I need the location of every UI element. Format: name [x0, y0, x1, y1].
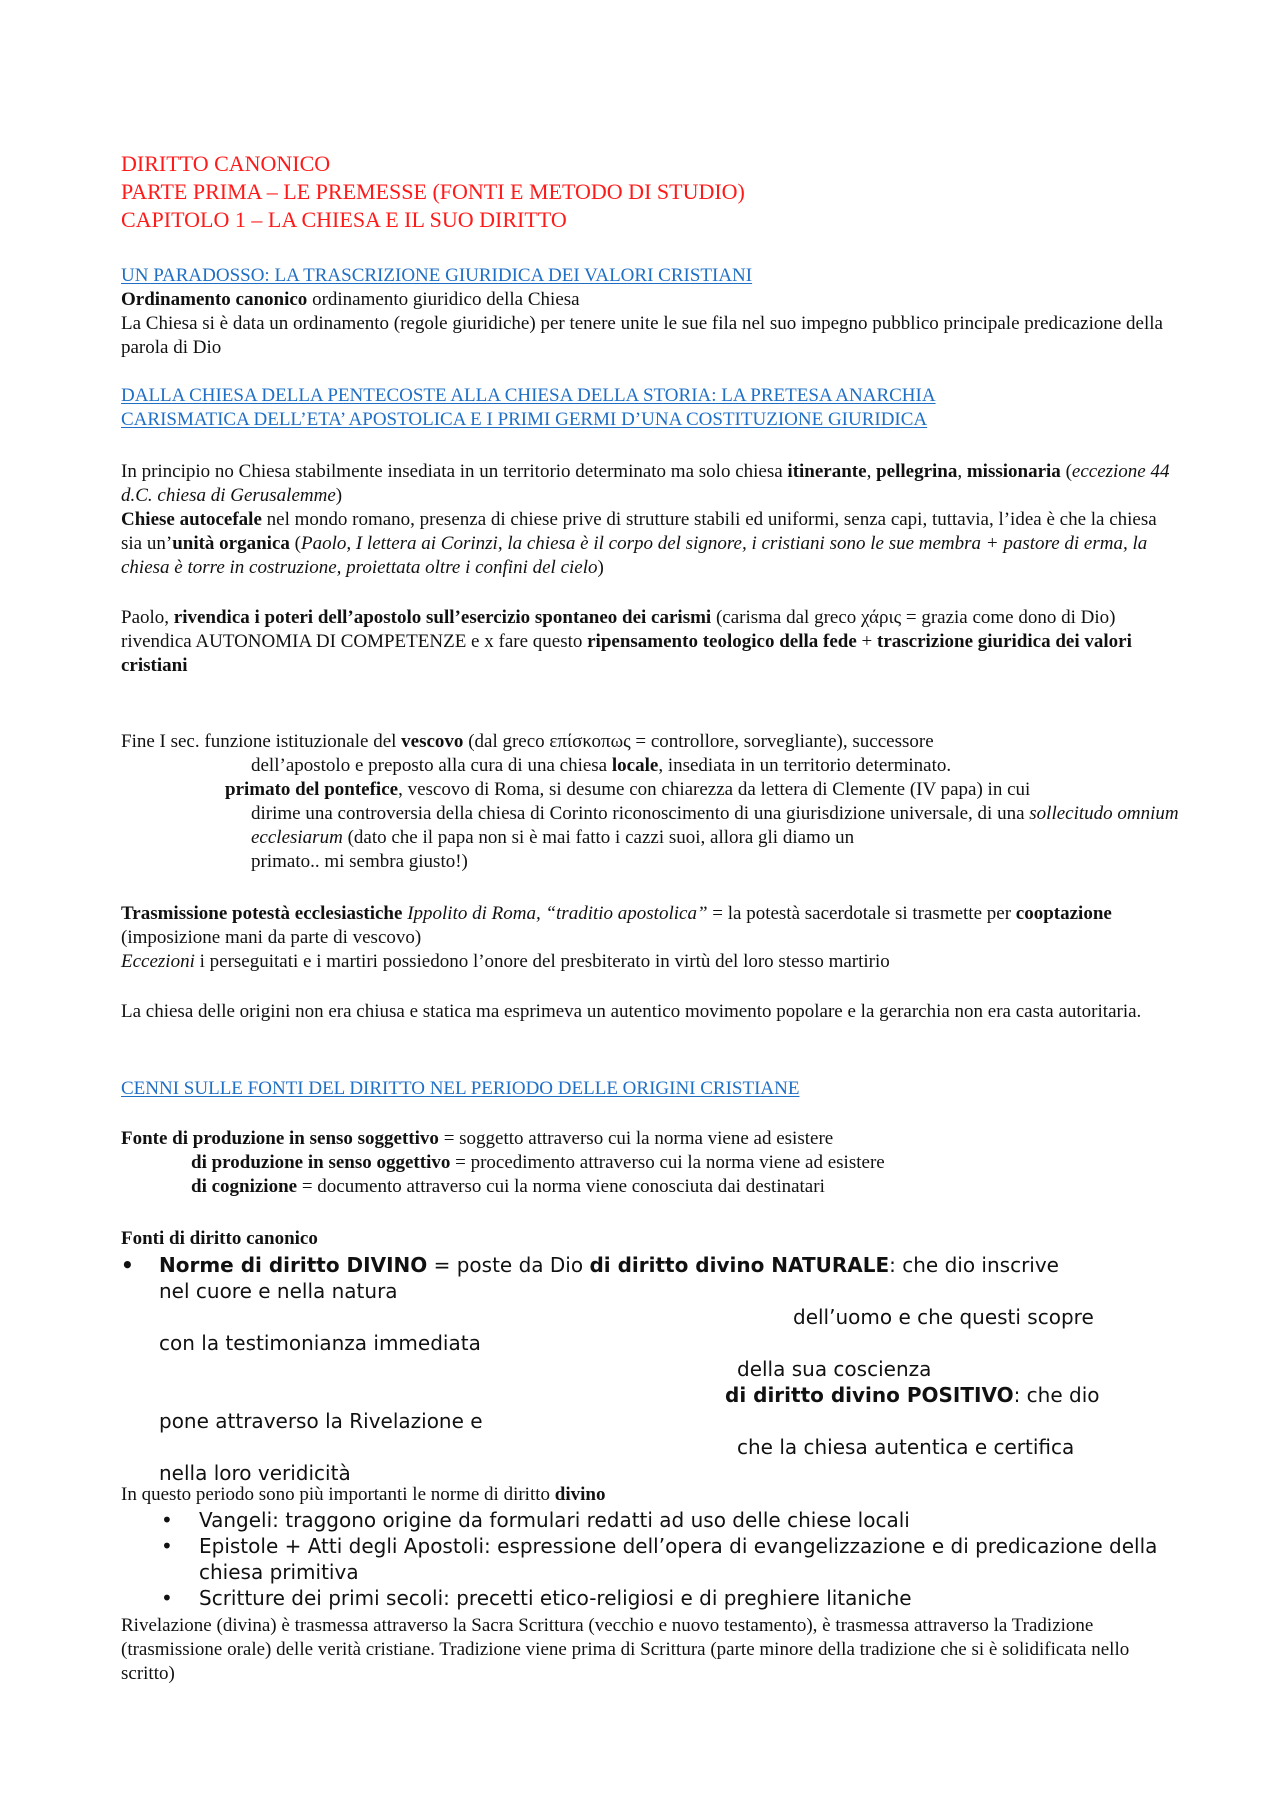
list-item: • Norme di diritto DIVINO = poste da Dio di diritto divino NATURALE: che dio inscrive: [121, 1253, 1059, 1277]
bullet-icon: •: [161, 1534, 173, 1558]
list-line: nel cuore e nella natura: [159, 1279, 398, 1303]
paragraph-fine-sec: Fine I sec. funzione istituzionale del vescovo (dal greco επίσκοπως = controllore, sorvegliante), successore: [121, 731, 934, 752]
sub-bullet-list: [121, 1507, 1201, 1611]
paragraph-origini: La chiesa delle origini non era chiusa e statica ma esprimeva un autentico movimento popolare e la gerarchia non era casta autoritaria.: [121, 1001, 1142, 1022]
paragraph-autonomia: rivendica AUTONOMIA DI COMPETENZE e x fare questo ripensamento teologico della fede + trascrizione giuridica dei valori cristiani: [121, 631, 1132, 676]
section-pentecoste-body: [121, 460, 1181, 580]
list-item: • Vangeli: traggono origine da formulari redatti ad uso delle chiese locali: [161, 1508, 910, 1532]
paragraph: La Chiesa si è data un ordinamento (regole giuridiche) per tenere unite le sue fila nel suo impegno pubblico principale predicazione della parola di Dio: [121, 313, 1163, 358]
section-fonti-heading: [121, 1077, 1181, 1101]
section-heading-line: DALLA CHIESA DELLA PENTECOSTE ALLA CHIESA DELLA STORIA: LA PRETESA ANARCHIA: [121, 385, 936, 406]
paragraph: Ordinamento canonico ordinamento giuridico della Chiesa: [121, 289, 580, 310]
paragraph: In questo periodo sono più importanti le norme di diritto divino: [121, 1484, 606, 1505]
fonte-oggettivo: di produzione in senso oggettivo = procedimento attraverso cui la norma viene ad esistere: [191, 1152, 885, 1173]
list-line: nella loro veridicità: [159, 1461, 351, 1485]
section-heading: UN PARADOSSO: LA TRASCRIZIONE GIURIDICA DEI VALORI CRISTIANI: [121, 265, 753, 286]
bullet-icon: •: [161, 1586, 173, 1610]
paragraph-primato: primato del pontefice, vescovo di Roma, si desume con chiarezza da lettera di Clemente (IV papa) in cui: [225, 779, 1031, 800]
section-rivelazione: [121, 1614, 1181, 1686]
list-line: della sua coscienza: [737, 1357, 932, 1381]
section-vescovo: [121, 730, 1181, 874]
doc-title: DIRITTO CANONICO: [121, 151, 331, 176]
paragraph-primato-cont: dirime una controversia della chiesa di Corinto riconoscimento di una giurisdizione universale, di una sollecitudo omnium ecclesiarum (dato che il papa non si è mai fatto i cazzi suoi, allora gli diamo un: [251, 803, 1179, 848]
list-item: • Epistole + Atti degli Apostoli: espressione dell’opera di evangelizzazione e di predicazione della chiesa primitiva: [161, 1534, 1158, 1584]
paragraph-rivelazione: Rivelazione (divina) è trasmessa attraverso la Sacra Scrittura (vecchio e nuovo testamento), è trasmessa attraverso la Tradizione (trasmissione orale) delle verità cristiane. Tradizione viene prima di Scrittura (parte minore della tradizione che si è solidificata nello scritto): [121, 1615, 1130, 1684]
bullet-norme-divino: [121, 1252, 1221, 1486]
document-header: [121, 150, 1181, 234]
list-line: dell’uomo e che questi scopre: [793, 1305, 1094, 1329]
section-origini: [121, 1000, 1181, 1024]
fonti-title-block: [121, 1227, 1181, 1251]
section-heading: CENNI SULLE FONTI DEL DIRITTO NEL PERIODO DELLE ORIGINI CRISTIANE: [121, 1078, 800, 1099]
paragraph-eccezioni: Eccezioni i perseguitati e i martiri possiedono l’onore del presbiterato in virtù del loro stesso martirio: [121, 951, 890, 972]
section-paradosso: [121, 264, 1181, 360]
section-pentecoste-heading: [121, 384, 1181, 432]
fonti-title: Fonti di diritto canonico: [121, 1228, 318, 1249]
part-title: PARTE PRIMA – LE PREMESSE (FONTI E METODO DI STUDIO): [121, 179, 745, 204]
list-line: pone attraverso la Rivelazione e: [159, 1409, 483, 1433]
paragraph-trasmissione: Trasmissione potestà ecclesiastiche Ippolito di Roma, “traditio apostolica” = la potestà sacerdotale si trasmette per cooptazione (imposizione mani da parte di vescovo): [121, 903, 1112, 948]
bullet-icon: •: [121, 1253, 134, 1277]
paragraph-primato-end: primato.. mi sembra giusto!): [251, 851, 468, 872]
fonte-soggettivo: Fonte di produzione in senso soggettivo = soggetto attraverso cui la norma viene ad esistere: [121, 1128, 834, 1149]
section-heading-line: CARISMATICA DELL’ETA’ APOSTOLICA E I PRIMI GERMI D’UNA COSTITUZIONE GIURIDICA: [121, 409, 928, 430]
list-line: di diritto divino POSITIVO: che dio: [725, 1383, 1100, 1407]
paragraph-paolo: Paolo, rivendica i poteri dell’apostolo sull’esercizio spontaneo dei carismi (carisma dal greco χάρις = grazia come dono di Dio): [121, 607, 1116, 628]
list-item: • Scritture dei primi secoli: precetti etico-religiosi e di preghiere litaniche: [161, 1586, 912, 1610]
section-trasmissione: [121, 902, 1181, 974]
period-note: [121, 1483, 1181, 1507]
fonte-cognizione: di cognizione = documento attraverso cui la norma viene conosciuta dai destinatari: [191, 1176, 825, 1197]
list-line: con la testimonianza immediata: [159, 1331, 481, 1355]
paragraph-fine-sec-cont: dell’apostolo e preposto alla cura di una chiesa locale, insediata in un territorio determinato.: [251, 755, 952, 776]
paragraph-in-principio: In principio no Chiesa stabilmente insediata in un territorio determinato ma solo chiesa itinerante, pellegrina, missionaria (eccezione 44 d.C. chiesa di Gerusalemme): [121, 461, 1170, 506]
paragraph-chiese-autocefale: Chiese autocefale nel mondo romano, presenza di chiese prive di strutture stabili ed uniformi, senza capi, tuttavia, l’idea è che la chiesa sia un’unità organica (Paolo, I lettera ai Corinzi, la chiesa è il corpo del signore, i cristiani sono le sue membra + pastore di erma, la chiesa è torre in costruzione, proiettata oltre i confini del cielo): [121, 509, 1157, 578]
section-paolo: [121, 606, 1181, 678]
chapter-title: CAPITOLO 1 – LA CHIESA E IL SUO DIRITTO: [121, 207, 567, 232]
bullet-icon: •: [161, 1508, 173, 1532]
section-fonti-def: [121, 1127, 1181, 1199]
list-line: che la chiesa autentica e certifica: [737, 1435, 1075, 1459]
